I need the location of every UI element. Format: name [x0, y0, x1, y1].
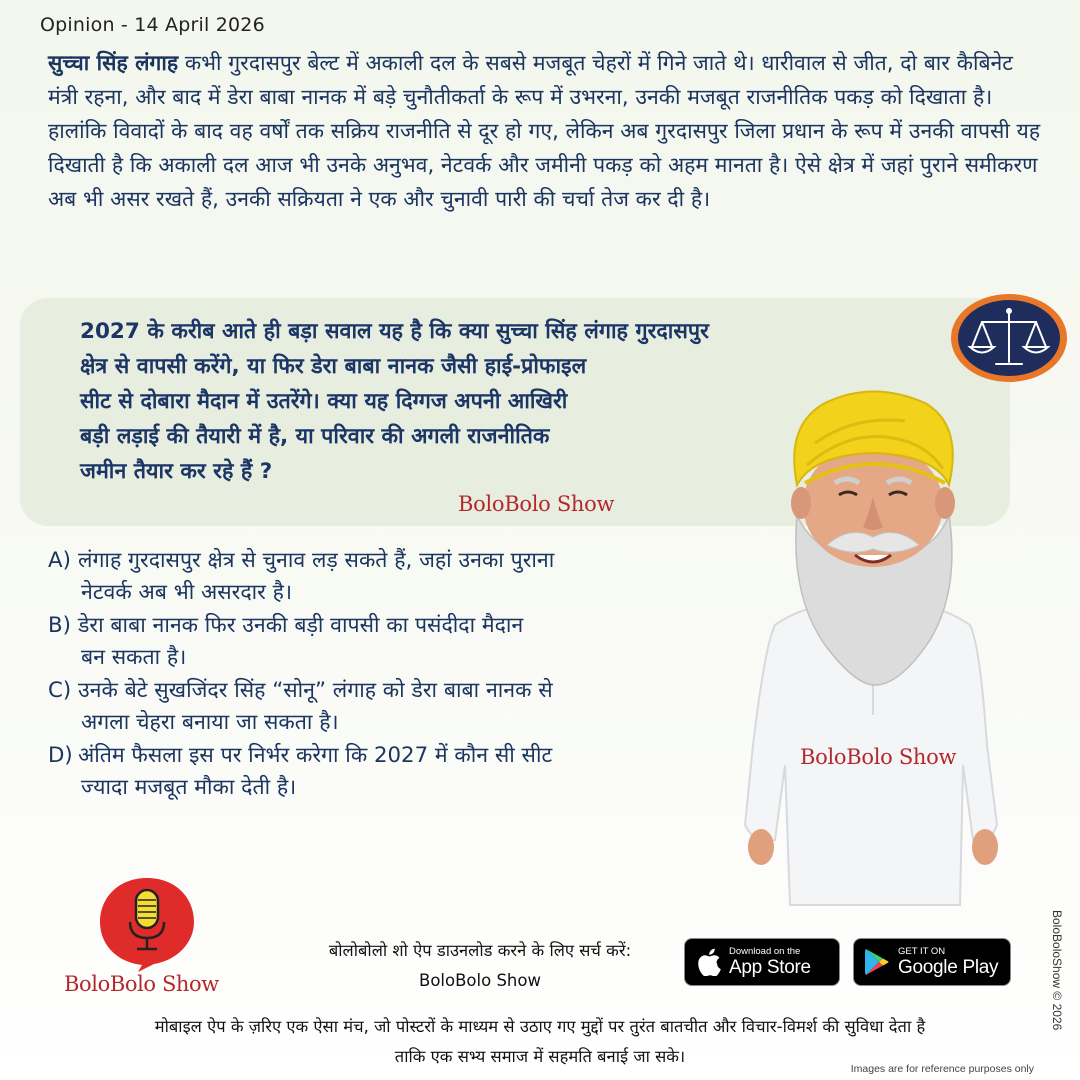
disclaimer: Images are for reference purposes only: [850, 1063, 1034, 1075]
option-letter: C): [48, 678, 72, 703]
question-line: 2027 के करीब आते ही बड़ा सवाल यह है कि क्या सुच्चा सिंह लंगाह गुरदासपुर: [80, 319, 709, 344]
option-text: अगला चेहरा बनाया जा सकता है।: [81, 710, 339, 735]
download-line: बोलोबोलो शो ऐप डाउनलोड करने के लिए सर्च करें:: [328, 941, 632, 960]
question-line: बड़ी लड़ाई की तैयारी में है, या परिवार की अगली राजनीतिक: [80, 424, 550, 449]
option-letter: D): [48, 743, 73, 768]
option-text: डेरा बाबा नानक फिर उनकी बड़ी वापसी का पसंदीदा मैदान: [78, 613, 524, 638]
option-b: [48, 610, 748, 674]
question-line: जमीन तैयार कर रहे हैं ?: [80, 459, 273, 484]
google-play-small-text: GET IT ON: [898, 946, 946, 957]
intro-text: कभी गुरदासपुर बेल्ट में अकाली दल के सबसे मजबूत चेहरों में गिने जाते थे। धारीवाल से जीत, दो बार कैबिनेट मंत्री रहना, और बाद में डेरा बाबा नानक में बड़े चुनौतीकर्ता के रूप में उभरना, उनकी मजबूत राजनीतिक पकड़ को दिखाता है। हालांकि विवादों के बाद वह वर्षों तक सक्रिय राजनीति से दूर हो गए, लेकिन अब गुरदासपुर जिला प्रधान के रूप में उनकी वापसी यह दिखाती है कि अकाली दल आज भी उनके अनुभव, नेटवर्क और जमीनी पकड़ को अहम मानता है। ऐसे क्षेत्र में जहां पुराने समीकरण अब भी असर रखते हैं, उनकी सक्रियता ने एक और चुनावी पारी की चर्चा तेज कर दी है।: [48, 50, 1041, 211]
intro-paragraph: [48, 46, 1048, 216]
option-c: [48, 675, 748, 739]
google-play-icon: [864, 948, 890, 976]
brand-logo-text: BoloBolo Show: [64, 972, 219, 996]
option-a: [48, 545, 748, 609]
option-text: नेटवर्क अब भी असरदार है।: [81, 580, 293, 605]
microphone-icon: [92, 872, 202, 972]
footer-line: ताकि एक सभ्य समाज में सहमति बनाई जा सके।: [394, 1047, 686, 1066]
option-text: लंगाह गुरदासपुर क्षेत्र से चुनाव लड़ सकते हैं, जहां उनका पुराना: [78, 548, 555, 573]
watermark-figure: BoloBolo Show: [800, 745, 957, 769]
app-store-button[interactable]: [684, 938, 840, 986]
option-text: उनके बेटे सुखजिंदर सिंह “सोनू” लंगाह को डेरा बाबा नानक से: [78, 678, 553, 703]
google-play-button[interactable]: [853, 938, 1011, 986]
option-d: [48, 740, 748, 804]
download-prompt: [275, 936, 685, 996]
option-letter: A): [48, 548, 71, 573]
caricature-figure: [735, 385, 1010, 910]
copyright-vertical: [1048, 910, 1068, 1060]
option-text: ज्यादा मजबूत मौका देती है।: [81, 775, 297, 800]
watermark-question: BoloBolo Show: [458, 492, 615, 516]
brand-logo: [62, 872, 227, 1002]
download-app-name: BoloBolo Show: [419, 971, 541, 990]
justice-scale-icon: [948, 292, 1070, 384]
option-text: बन सकता है।: [81, 645, 187, 670]
footer-line: मोबाइल ऐप के ज़रिए एक ऐसा मंच, जो पोस्टरों के माध्यम से उठाए गए मुद्दों पर तुरंत बातचीत और विचार-विमर्श की सुविधा देता है: [154, 1017, 926, 1036]
google-play-big-text: Google Play: [898, 957, 999, 978]
intro-name: सुच्चा सिंह लंगाह: [48, 50, 179, 75]
question-line: सीट से दोबारा मैदान में उतरेंगे। क्या यह दिग्गज अपनी आखिरी: [80, 389, 568, 414]
option-text: अंतिम फैसला इस पर निर्भर करेगा कि 2027 में कौन सी सीट: [78, 743, 553, 768]
copyright-text: BoloBoloShow © 2026: [1050, 910, 1064, 1031]
apple-icon: [697, 948, 721, 976]
options-list: [48, 545, 748, 805]
app-store-big-text: App Store: [729, 957, 811, 978]
question-line: क्षेत्र से वापसी करेंगे, या फिर डेरा बाबा नानक जैसी हाई-प्रोफाइल: [80, 354, 587, 379]
option-letter: B): [48, 613, 71, 638]
app-store-small-text: Download on the: [729, 946, 801, 957]
dateline: Opinion - 14 April 2026: [40, 14, 265, 36]
